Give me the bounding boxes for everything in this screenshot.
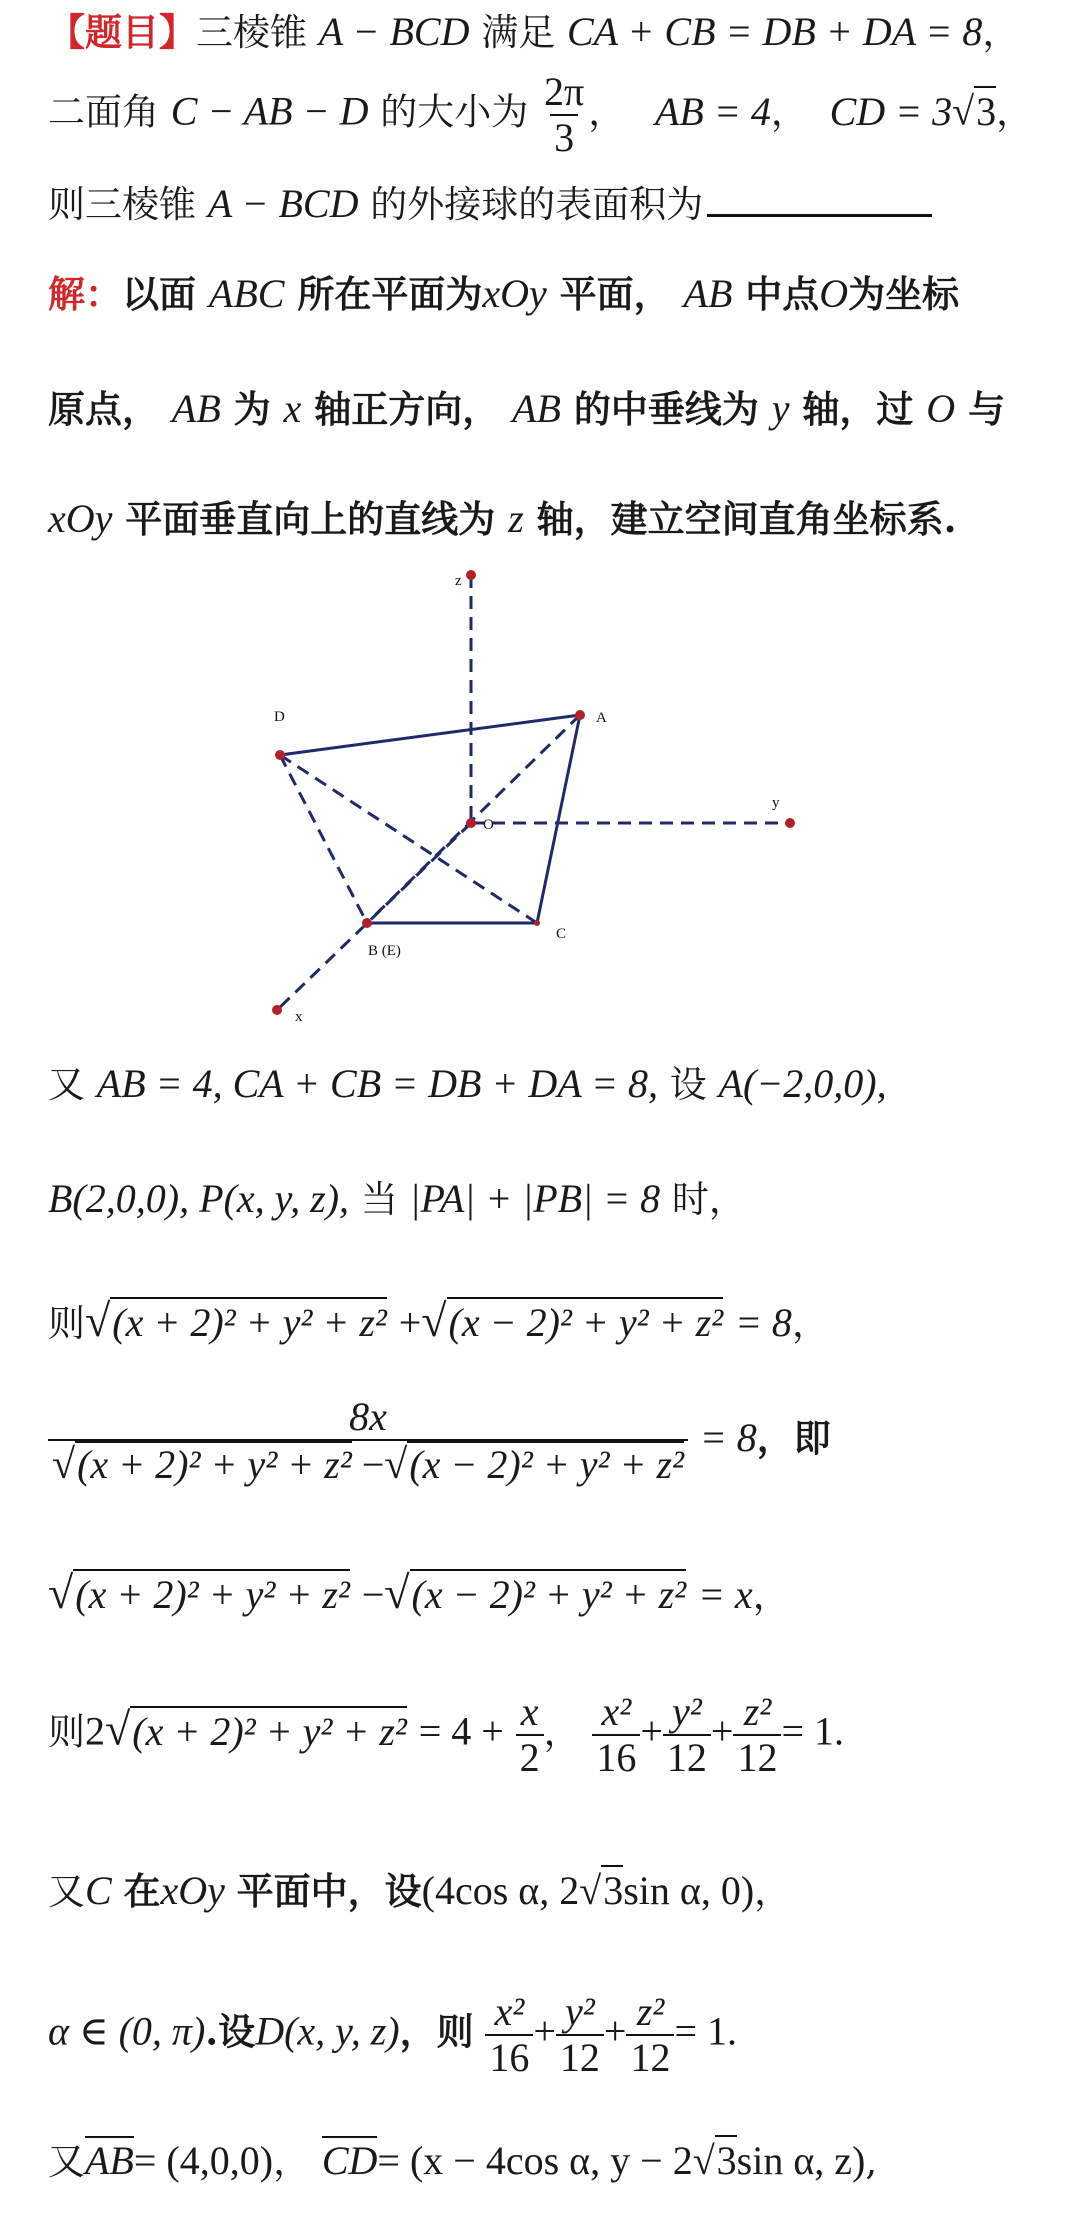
math: AB [512, 386, 561, 431]
math-line-4 [48, 1395, 1040, 1488]
text: .设 [205, 2009, 256, 2054]
math: AB [683, 271, 733, 316]
math: y [771, 386, 790, 431]
math: sin α, 0) [623, 1868, 755, 1913]
radicand: 3 [601, 1865, 623, 1915]
label-D: D [274, 709, 285, 725]
operator: + [640, 1708, 663, 1754]
math-line-1 [48, 1060, 1040, 1108]
text: 以面 [122, 272, 196, 316]
operator: + [710, 1708, 734, 1754]
points [272, 570, 795, 1015]
text: 轴正方向， [314, 387, 500, 431]
radicand: (x + 2)² + y² + z² [130, 1706, 407, 1756]
numerator: x [520, 1689, 539, 1734]
text: 又 [48, 1063, 85, 1106]
operator: + [398, 1300, 422, 1345]
text: 为 [233, 387, 271, 431]
math: xOy [482, 271, 547, 316]
sqrt-sign: √ [421, 1295, 447, 1346]
sqrt-sign: √ [579, 1868, 602, 1913]
answer-blank [707, 208, 932, 217]
axes [277, 575, 790, 1010]
numerator: y² [565, 1989, 595, 2034]
radicand: (x + 2)² + y² + z² [77, 1442, 352, 1487]
solution-tag: 解： [48, 272, 122, 316]
label-y: y [772, 795, 780, 811]
problem-line-1 [48, 8, 1040, 56]
math: x [283, 386, 302, 431]
text: 二面角 [48, 90, 159, 134]
math: z [508, 496, 524, 541]
text: 与 [968, 387, 1006, 431]
vector-AB: AB [85, 2138, 134, 2183]
text: 三棱锥 [196, 11, 307, 54]
text: 设 [669, 1063, 707, 1106]
denominator: 12 [556, 2034, 604, 2080]
text: ， [543, 1710, 581, 1754]
math: = 8 [699, 1415, 757, 1461]
vector-CD: CD [321, 2138, 378, 2183]
text: 为坐标 [848, 272, 960, 316]
sqrt-sign: √ [105, 1703, 131, 1755]
numerator: 8x [349, 1394, 387, 1439]
math: CD = 3 [829, 88, 953, 134]
text: ， [588, 90, 626, 134]
math: B(2,0,0), P(x, y, z), [48, 1176, 350, 1221]
math-line-8 [48, 1990, 1040, 2080]
point-y [785, 818, 795, 828]
radicand: (x − 2)² + y² + z² [410, 1569, 687, 1619]
fraction [663, 1690, 711, 1780]
math: C − AB − D [170, 88, 369, 134]
numerator: y² [672, 1689, 702, 1734]
point-B [362, 918, 372, 928]
text: 所在平面为 [297, 272, 483, 316]
denominator: 2 [516, 1734, 544, 1780]
denominator: 12 [663, 1734, 711, 1780]
fraction [592, 1690, 640, 1780]
text: ， [752, 1574, 790, 1617]
math: D(x, y, z) [255, 2008, 400, 2054]
operator: + [533, 2008, 556, 2054]
numerator: 2π [544, 69, 585, 114]
math: sin α, z) [736, 2138, 866, 2183]
math: CA + CB = DB + DA = 8 [567, 9, 983, 54]
text: ， [982, 11, 1020, 54]
operator: + [603, 2008, 627, 2054]
fraction [733, 1690, 781, 1780]
radicand: (x + 2)² + y² + z² [110, 1297, 387, 1347]
point-O [466, 818, 476, 828]
label-B: B (E) [368, 943, 401, 959]
math: A − BCD [207, 181, 359, 226]
text: 又 [48, 2140, 85, 2183]
radicand: (x − 2)² + y² + z² [409, 1442, 685, 1487]
fraction [485, 1990, 533, 2080]
point-C [534, 920, 540, 926]
denominator: 12 [733, 1734, 781, 1780]
math-line-6 [48, 1690, 1040, 1780]
math: = 4 + [418, 1708, 504, 1754]
solution-line-1 [48, 270, 1040, 318]
math-line-9 [48, 2135, 1040, 2185]
solution-line-2 [48, 385, 1040, 433]
math: AB = 4, CA + CB = DB + DA = 8, [96, 1061, 659, 1106]
math: = x [697, 1572, 753, 1617]
point-z [466, 570, 476, 580]
text: ， [791, 1302, 829, 1345]
point-x [272, 1005, 282, 1015]
math: O [926, 386, 956, 431]
text: 则 [48, 1302, 85, 1345]
sqrt-sign: √ [85, 1295, 111, 1346]
math: AB [171, 386, 221, 431]
fraction [626, 1990, 674, 2080]
math-line-2 [48, 1175, 1040, 1223]
label-O: O [483, 817, 494, 833]
math-line-7 [48, 1865, 1040, 1915]
math: xOy [160, 1868, 225, 1913]
math: |PA| + |PB| = 8 [409, 1176, 661, 1221]
math-line-3 [48, 1293, 1040, 1348]
radicand: 3 [715, 2135, 737, 2185]
text: , [865, 2140, 878, 2183]
text: 的中垂线为 [573, 387, 759, 431]
denominator: 16 [485, 2034, 533, 2080]
math: O [819, 271, 849, 316]
math: = 8 [734, 1300, 792, 1345]
text: 轴，建立空间直角坐标系. [536, 497, 957, 541]
radicand: (x − 2)² + y² + z² [447, 1297, 724, 1347]
text: 则三棱锥 [48, 183, 196, 226]
math: = (4,0,0) [133, 2138, 274, 2183]
sqrt-arg: 3 [974, 86, 996, 136]
solution-line-3 [48, 495, 1040, 543]
math: = 1. [781, 1708, 845, 1754]
math: A − BCD [318, 9, 470, 54]
text: 时， [671, 1178, 746, 1221]
label-z: z [455, 573, 462, 589]
text: 在 [123, 1869, 161, 1913]
numerator: x² [494, 1989, 525, 2034]
math-line-5 [48, 1565, 1040, 1620]
text: ， [770, 90, 808, 134]
text: 平面， [559, 272, 671, 316]
math: 2 [85, 1708, 105, 1754]
math: = (x − 4cos α, y − 2 [377, 2138, 693, 2183]
point-D [275, 750, 285, 760]
point-A [575, 710, 585, 720]
operator: − [361, 1442, 385, 1487]
text: 平面垂直向上的直线为 [125, 497, 496, 541]
math: ABC [208, 271, 285, 316]
problem-line-3 [48, 180, 1040, 228]
math: xOy [48, 496, 113, 541]
text: 当 [360, 1178, 398, 1221]
sqrt-sign: √ [692, 2138, 715, 2183]
label-C: C [556, 926, 567, 942]
edge-DA [280, 715, 580, 755]
text: 中点 [745, 272, 820, 316]
text: 满足 [481, 11, 556, 54]
math: A(−2,0,0), [718, 1061, 887, 1106]
text: ， [273, 2140, 311, 2183]
text: 的大小为 [380, 90, 529, 134]
math: AB = 4 [654, 88, 771, 134]
numerator: x² [601, 1689, 632, 1734]
math: C [85, 1868, 112, 1913]
math: (4cos α, 2 [421, 1868, 580, 1913]
math: α ∈ (0, π) [48, 2008, 206, 2054]
text: 轴，过 [802, 387, 914, 431]
edge-AC [537, 715, 580, 923]
sqrt-sign: √ [48, 1567, 74, 1618]
denominator: 3 [550, 114, 578, 160]
text: 又 [48, 1870, 85, 1913]
fraction [540, 70, 588, 160]
label-x: x [295, 1009, 303, 1025]
denominator: √(x + 2)² + y² + z² −√(x − 2)² + y² + z² [48, 1439, 688, 1488]
denominator: 16 [592, 1734, 640, 1780]
text: 原点， [48, 387, 159, 431]
radicand: (x + 2)² + y² + z² [73, 1569, 350, 1619]
text: ， [754, 1870, 792, 1913]
problem-line-2 [48, 70, 1040, 160]
fraction [516, 1690, 544, 1780]
text: ，则 [399, 2009, 474, 2054]
text: 的外接球的表面积为 [370, 183, 704, 226]
text: ，即 [756, 1416, 831, 1461]
text: 平面中，设 [236, 1869, 422, 1913]
fraction [48, 1395, 688, 1488]
numerator: z² [636, 1989, 665, 2034]
solid-edges [280, 715, 580, 923]
text: ， [996, 90, 1034, 134]
edge-DB [280, 755, 367, 923]
sqrt-sign: √ [952, 88, 975, 134]
hidden-edges [280, 715, 580, 923]
text: 则 [48, 1710, 85, 1754]
operator: − [361, 1572, 385, 1617]
math: = 1. [674, 2008, 738, 2054]
fraction [556, 1990, 604, 2080]
sqrt-sign: √ [384, 1567, 410, 1618]
label-A: A [596, 710, 607, 726]
problem-tag: 【题目】 [48, 10, 196, 54]
numerator: z² [743, 1689, 772, 1734]
denominator: 12 [626, 2034, 674, 2080]
edge-DC [280, 755, 537, 923]
coordinate-diagram [240, 555, 840, 1035]
